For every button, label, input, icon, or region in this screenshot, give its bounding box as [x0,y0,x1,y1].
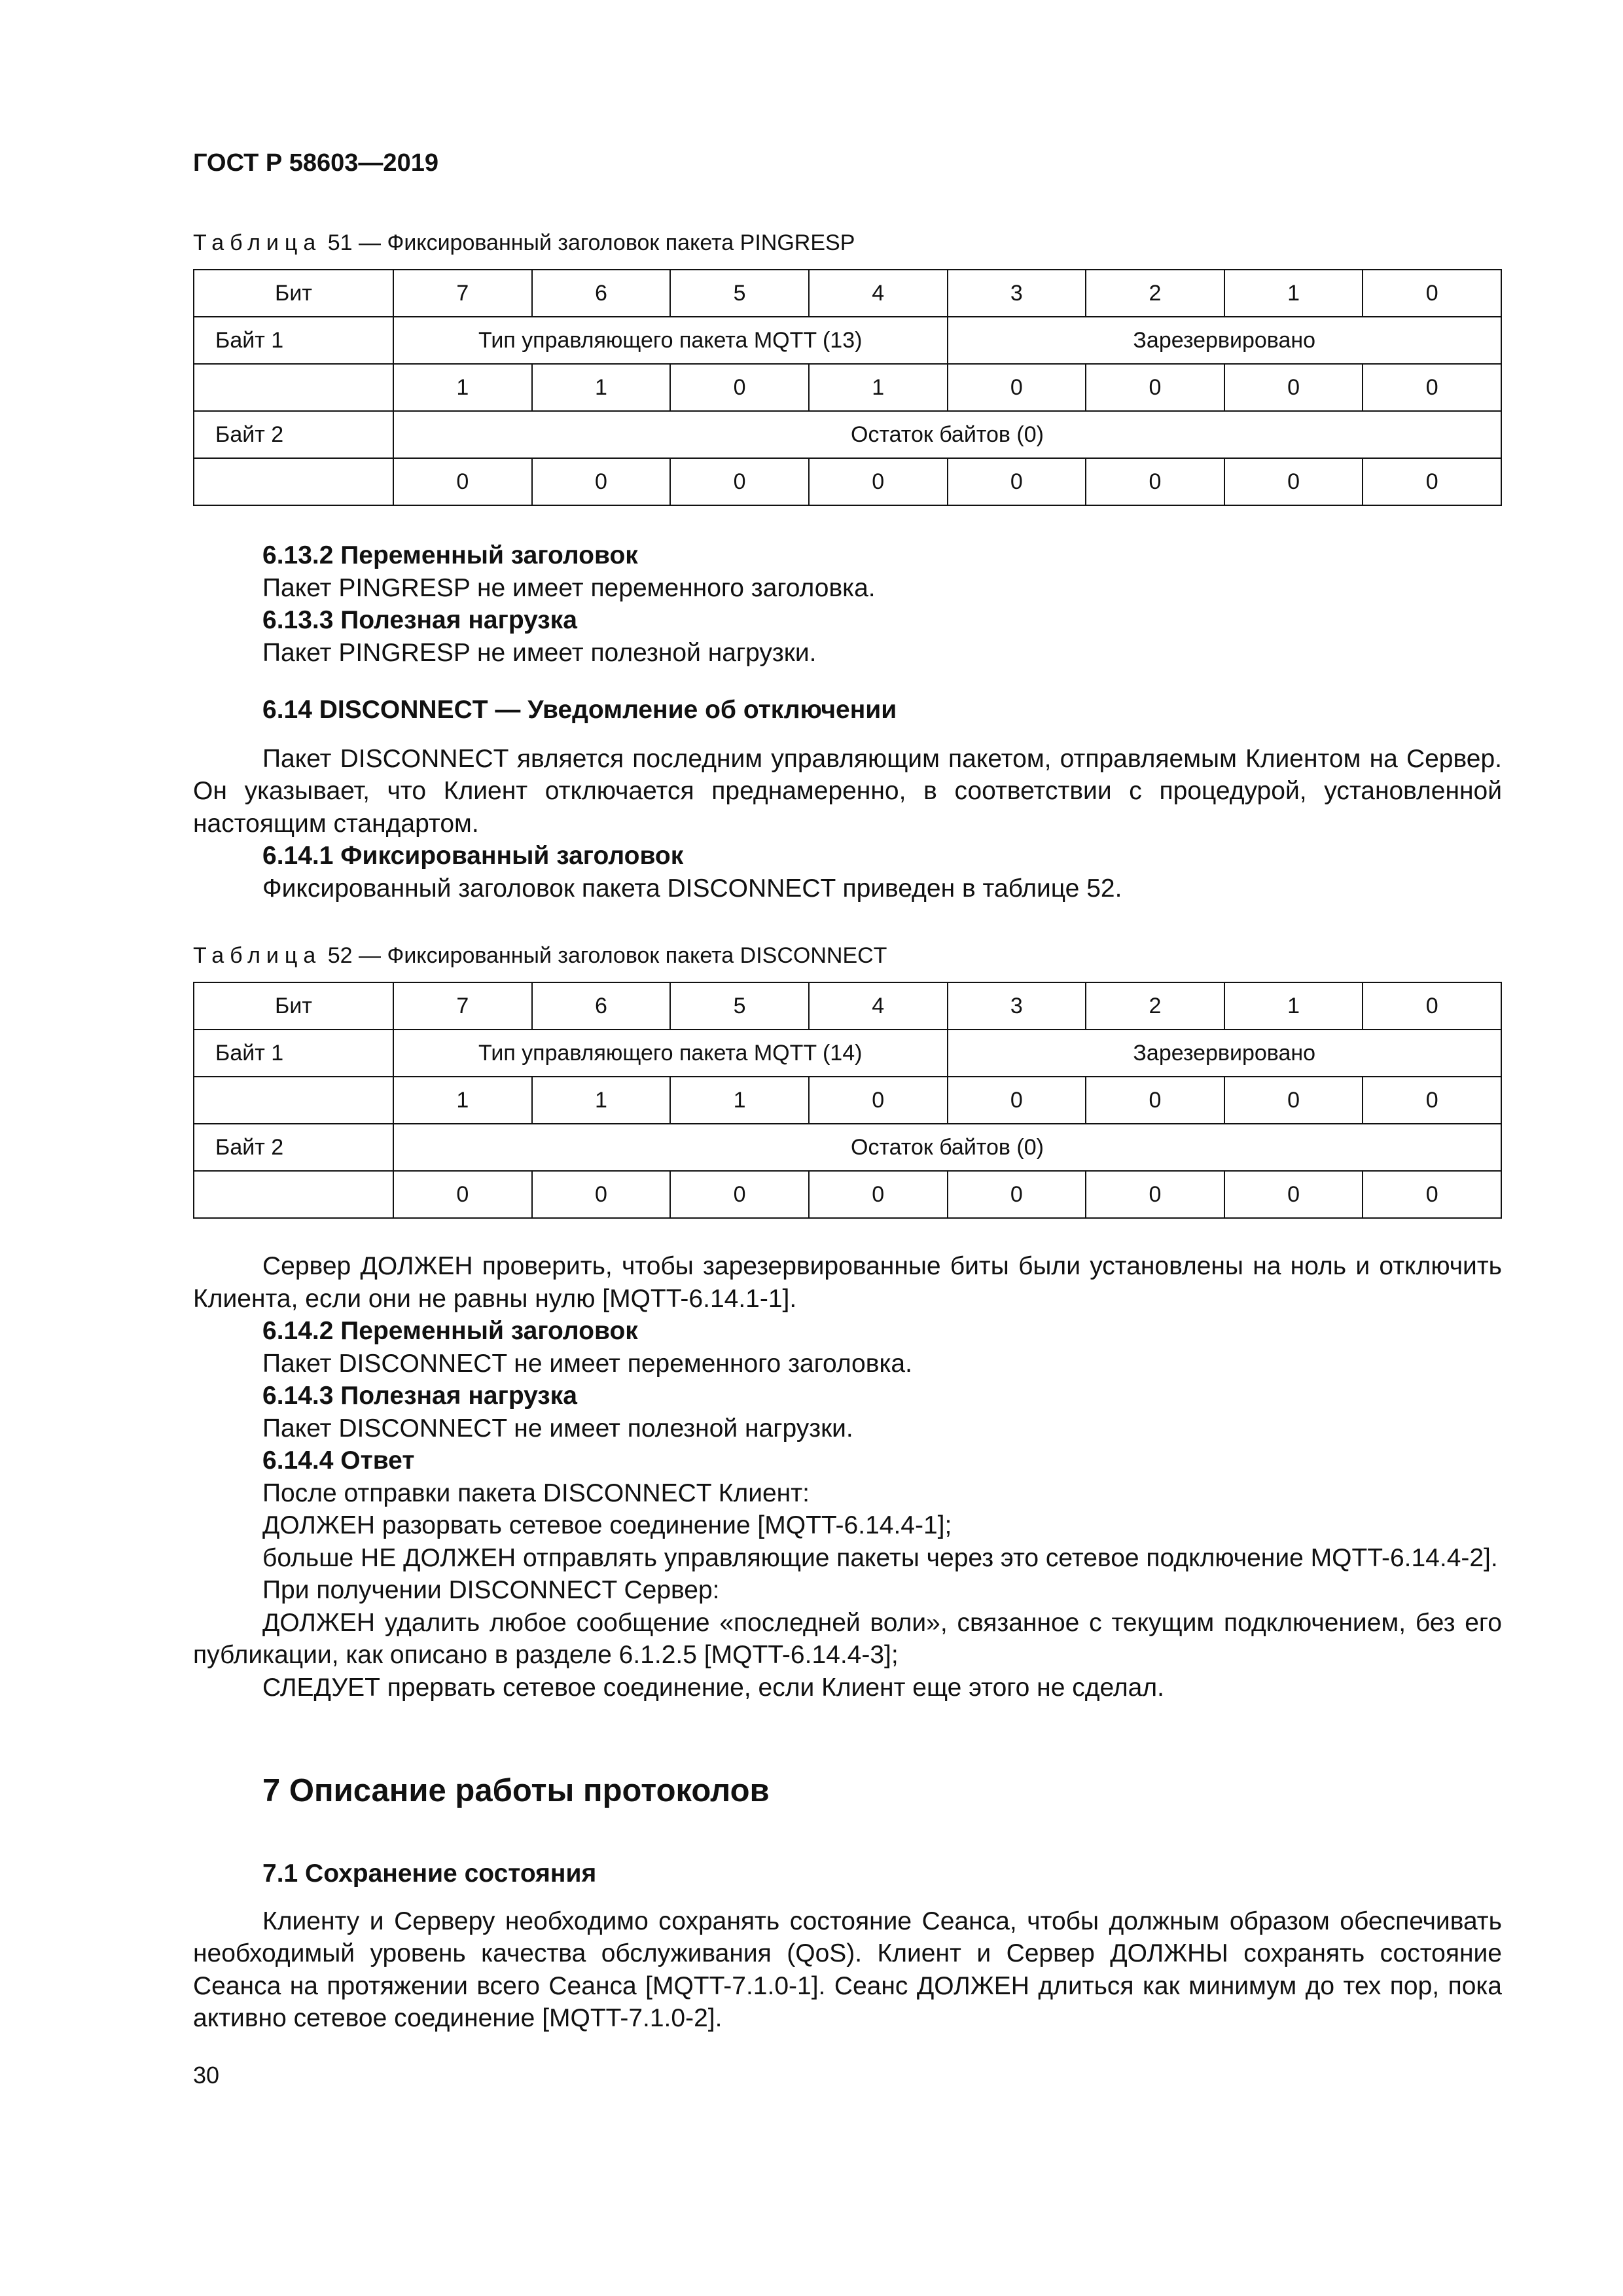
bit-header-cell: 7 [393,270,532,317]
bit-value-cell: 0 [393,458,532,505]
bit-header-cell: 6 [532,982,671,1030]
bit-value-cell: 1 [532,1077,671,1124]
bit-header-cell: 6 [532,270,671,317]
byte-2-label: Байт 2 [194,411,393,458]
paragraph-must-not-send: больше НЕ ДОЛЖЕН отправлять управляющие пакеты через это сетевое подключение MQTT-6.14.4-2]. [262,1543,1498,1572]
paragraph-6-13-3: Пакет PINGRESP не имеет полезной нагрузки. [262,638,817,667]
text-block-6-14-cont [193,1250,1502,1704]
paragraph-6-14-3: Пакет DISCONNECT не имеет полезной нагрузки. [262,1414,853,1443]
heading-6-13-2: 6.13.2 Переменный заголовок [262,541,638,569]
document-id-header: ГОСТ Р 58603—2019 [193,149,438,177]
spacer [193,1890,1502,1905]
bit-header-cell: 0 [1363,982,1501,1030]
reserved-cell: Зарезервировано [948,317,1502,364]
bit-value-cell: 0 [1086,1171,1224,1218]
table-52-caption-text: 52 — Фиксированный заголовок пакета DISCONNECT [321,943,887,968]
bit-header-cell: 4 [809,982,948,1030]
heading-7: 7 Описание работы протоколов [262,1773,770,1808]
packet-type-cell: Тип управляющего пакета MQTT (14) [393,1030,948,1077]
remaining-length-cell: Остаток байтов (0) [393,411,1501,458]
bit-value-cell: 0 [948,1171,1086,1218]
bit-header-label: Бит [194,270,393,317]
spacer [193,726,1502,743]
bit-value-cell: 1 [393,364,532,411]
bit-header-cell: 3 [948,982,1086,1030]
table-51-caption [193,230,855,256]
paragraph-after-disconnect: После отправки пакета DISCONNECT Клиент: [262,1479,810,1507]
table-51-caption-text: 51 — Фиксированный заголовок пакета PINGRESP [321,230,855,255]
page-number: 30 [193,2062,220,2089]
bit-header-label: Бит [194,982,393,1030]
bit-value-cell: 0 [809,1077,948,1124]
paragraph-on-receive: При получении DISCONNECT Сервер: [262,1576,720,1604]
bit-header-cell: 4 [809,270,948,317]
bit-value-cell: 0 [670,458,809,505]
paragraph-6-14-intro: Пакет DISCONNECT является последним управляющим пакетом, отправляемым Клиентом на Сервер. Он указывает, что Клиент отключается преднамеренно, в соответствии с процедурой, установленной настоящим стандартом. [193,744,1502,838]
paragraph-7-1: Клиенту и Серверу необходимо сохранять состояние Сеанса, чтобы должным образом обеспечивать необходимый уровень качества обслуживания (QoS). Клиент и Сервер ДОЛЖНЫ сохранять состояние Сеанса на протяжении всего Сеанса [MQTT-7.1.0-1]. Сеанс ДОЛЖЕН длиться как минимум до тех пор, пока активно сетевое соединение [MQTT-7.1.0-2]. [193,1907,1502,2032]
empty-cell [194,1077,393,1124]
bit-header-cell: 5 [670,270,809,317]
bit-header-cell: 1 [1224,982,1363,1030]
bit-value-cell: 0 [393,1171,532,1218]
bit-value-cell: 0 [809,458,948,505]
paragraph-delete-will: ДОЛЖЕН удалить любое сообщение «последней воли», связанное с текущим подключением, без его публикации, как описано в разделе 6.1.2.5 [MQTT-6.14.4-3]; [193,1608,1502,1669]
bit-header-cell: 0 [1363,270,1501,317]
bit-value-cell: 1 [393,1077,532,1124]
bit-value-cell: 1 [809,364,948,411]
table-row [194,270,1501,317]
paragraph-should-close: СЛЕДУЕТ прервать сетевое соединение, если Клиент еще этого не сделал. [262,1673,1164,1702]
table-row [194,364,1501,411]
table-51 [193,269,1502,506]
table-51-caption-word: Таблица [193,230,322,255]
table-row [194,1030,1501,1077]
bit-value-cell: 0 [1363,458,1501,505]
bit-value-cell: 0 [1224,1077,1363,1124]
bit-value-cell: 0 [670,364,809,411]
packet-type-cell: Тип управляющего пакета MQTT (13) [393,317,948,364]
table-row [194,458,1501,505]
table-row [194,982,1501,1030]
paragraph-6-14-1: Фиксированный заголовок пакета DISCONNECT приведен в таблице 52. [262,874,1122,903]
paragraph-must-close: ДОЛЖЕН разорвать сетевое соединение [MQTT-6.14.4-1]; [262,1511,952,1539]
empty-cell [194,1171,393,1218]
bit-value-cell: 0 [948,364,1086,411]
bit-value-cell: 0 [1363,1077,1501,1124]
bit-value-cell: 0 [532,1171,671,1218]
bit-value-cell: 0 [1363,364,1501,411]
table-row [194,1077,1501,1124]
heading-6-13-3: 6.13.3 Полезная нагрузка [262,606,577,634]
paragraph-6-13-2: Пакет PINGRESP не имеет переменного заголовка. [262,573,876,602]
text-block-7-1 [193,1857,1502,2035]
heading-6-14-2: 6.14.2 Переменный заголовок [262,1317,638,1345]
byte-1-label: Байт 1 [194,1030,393,1077]
bit-value-cell: 0 [809,1171,948,1218]
bit-value-cell: 0 [1086,458,1224,505]
paragraph-reserved-bits: Сервер ДОЛЖЕН проверить, чтобы зарезервированные биты были установлены на ноль и отключить Клиента, если они не равны нулю [MQTT-6.14.1-1]. [193,1252,1502,1313]
empty-cell [194,458,393,505]
remaining-length-cell: Остаток байтов (0) [393,1124,1501,1171]
text-block-6-13 [193,539,1502,905]
bit-value-cell: 1 [670,1077,809,1124]
heading-6-14-4: 6.14.4 Ответ [262,1446,415,1475]
bit-header-cell: 1 [1224,270,1363,317]
byte-1-label: Байт 1 [194,317,393,364]
bit-value-cell: 0 [1224,364,1363,411]
table-row [194,1124,1501,1171]
bit-value-cell: 0 [1086,364,1224,411]
bit-header-cell: 2 [1086,982,1224,1030]
paragraph-6-14-2: Пакет DISCONNECT не имеет переменного заголовка. [262,1349,912,1378]
bit-value-cell: 0 [948,458,1086,505]
heading-6-14-3: 6.14.3 Полезная нагрузка [262,1382,577,1410]
spacer [193,669,1502,694]
bit-header-cell: 7 [393,982,532,1030]
table-52-caption [193,943,887,969]
bit-value-cell: 0 [1224,458,1363,505]
bit-header-cell: 3 [948,270,1086,317]
bit-value-cell: 0 [1224,1171,1363,1218]
table-row [194,317,1501,364]
table-52-caption-word: Таблица [193,943,322,968]
bit-value-cell: 0 [1363,1171,1501,1218]
bit-header-cell: 2 [1086,270,1224,317]
bit-value-cell: 1 [532,364,671,411]
heading-6-14-1: 6.14.1 Фиксированный заголовок [262,842,684,870]
byte-2-label: Байт 2 [194,1124,393,1171]
reserved-cell: Зарезервировано [948,1030,1502,1077]
bit-value-cell: 0 [948,1077,1086,1124]
bit-value-cell: 0 [1086,1077,1224,1124]
bit-value-cell: 0 [532,458,671,505]
heading-7-1: 7.1 Сохранение состояния [262,1859,597,1888]
table-row [194,1171,1501,1218]
heading-6-14: 6.14 DISCONNECT — Уведомление об отключении [262,696,897,724]
bit-value-cell: 0 [670,1171,809,1218]
bit-header-cell: 5 [670,982,809,1030]
empty-cell [194,364,393,411]
table-row [194,411,1501,458]
table-52 [193,982,1502,1219]
